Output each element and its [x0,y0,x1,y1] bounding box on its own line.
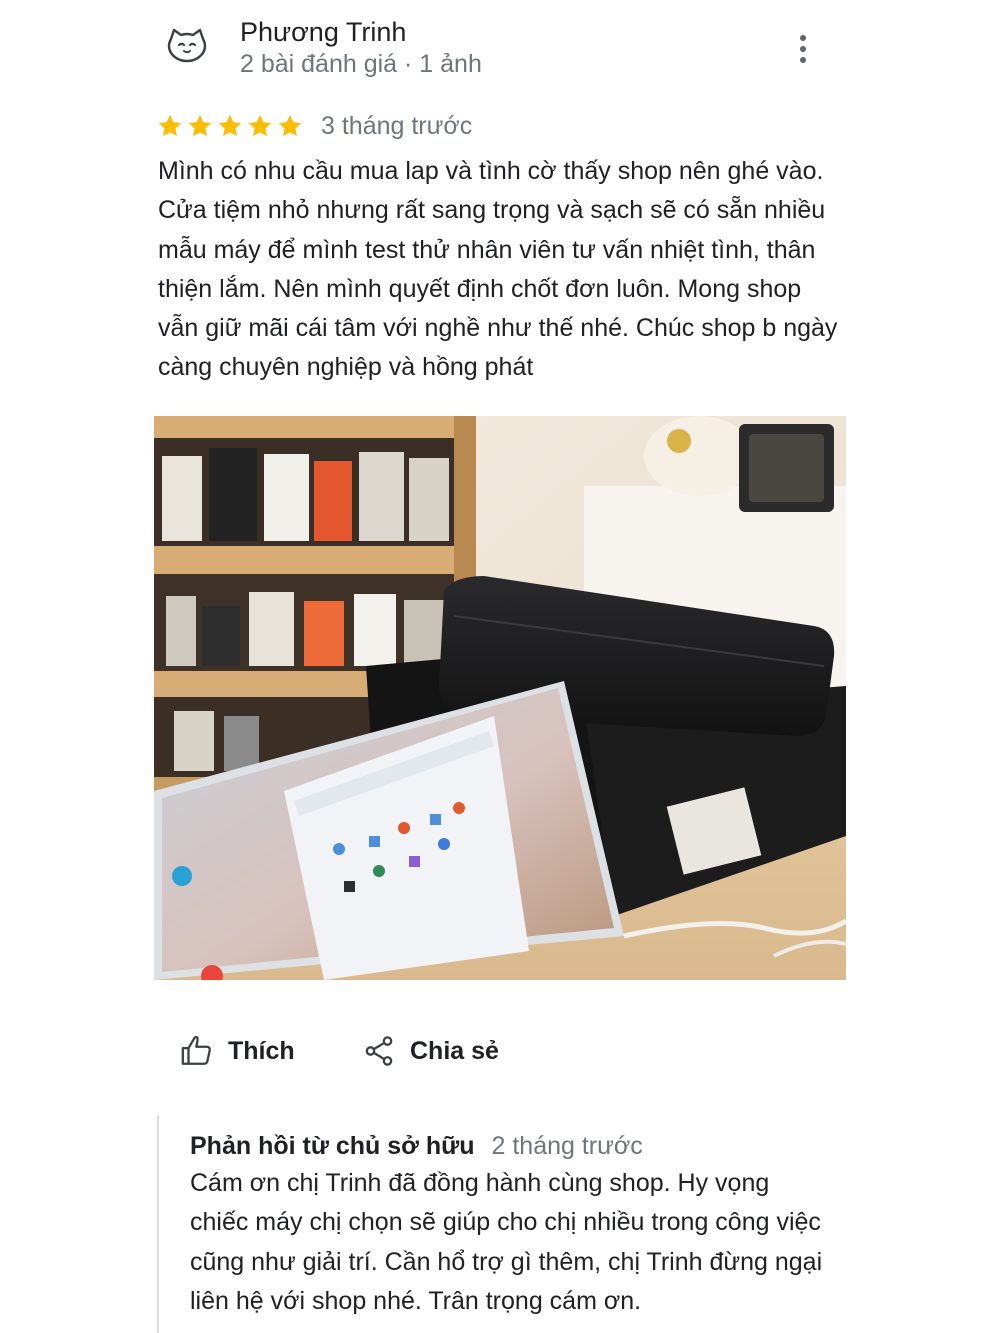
reviewer-name[interactable]: Phương Trinh [240,17,407,47]
cat-face-icon[interactable] [165,26,209,64]
reply-title: Phản hồi từ chủ sở hữu [190,1132,475,1160]
share-label: Chia sẻ [410,1036,499,1065]
more-vert-icon[interactable] [788,30,818,68]
reply-text: Cám ơn chị Trinh đã đồng hành cùng shop. Hy vọng chiếc máy chị chọn sẽ giúp cho chị nhiều trong công việc cũng như giải trí. Cần hổ trợ gì thêm, chị Trinh đừng ngại liên hệ với shop nhé. Trân trọng cám ơn. [190,1169,823,1315]
like-button[interactable] [180,1030,295,1072]
share-icon [362,1034,396,1068]
reply-date: 2 tháng trước [491,1132,643,1160]
star-icon [187,113,213,139]
rating-row [157,108,472,144]
reply-header [190,1129,643,1163]
reviewer-meta: 2 bài đánh giá · 1 ảnh [240,50,482,78]
more-dot [800,46,806,52]
star-icon [247,113,273,139]
star-icon [157,113,183,139]
more-dot [800,57,806,63]
like-label: Thích [228,1036,295,1065]
star-rating [157,113,303,139]
more-dot [800,35,806,41]
owner-reply [157,1115,859,1333]
review-photo[interactable] [154,416,846,980]
review-text: Mình có nhu cầu mua lap và tình cờ thấy shop nên ghé vào. Cửa tiệm nhỏ nhưng rất sang trọng và sạch sẽ có sẵn nhiều mẫu máy để mình test thử nhân viên tư vấn nhiệt tình, thân thiện lắm. Nên mình quyết định chốt đơn luôn. Mong shop vẫn giữ mãi cái tâm với nghề như thế nhé. Chúc shop b ngày càng chuyên nghiệp và hồng phát [158,157,838,382]
star-icon [277,113,303,139]
thumbs-up-icon [180,1034,214,1068]
review-date: 3 tháng trước [321,112,473,140]
star-icon [217,113,243,139]
share-button[interactable] [362,1030,499,1072]
